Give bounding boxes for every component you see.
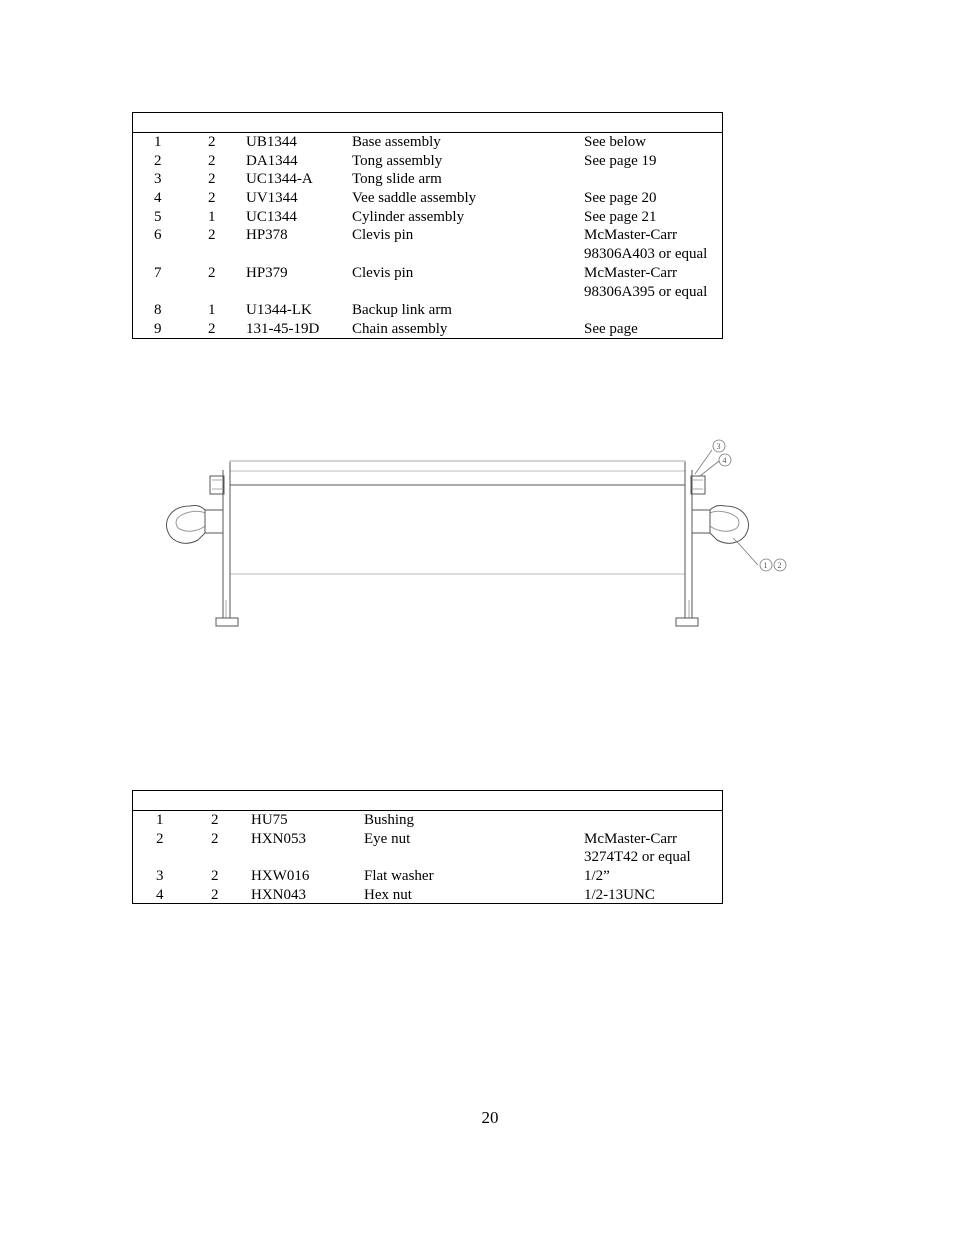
description: Clevis pin [352,264,414,281]
right-upright [676,462,705,626]
table-row [133,320,722,339]
quantity: 2 [208,264,216,281]
description: Chain assembly [352,320,448,337]
quantity: 2 [211,830,219,847]
item-number: 4 [156,886,164,903]
balloon-label: 1 [763,561,768,570]
quantity: 2 [208,227,216,244]
item-number: 1 [156,812,164,828]
description: Eye nut [364,830,411,847]
part-number: 131-45-19D [246,320,320,337]
table-row [133,867,722,886]
quantity: 2 [208,171,216,188]
table-header-row [133,791,722,811]
item-number: 7 [154,264,162,281]
quantity: 2 [208,190,216,207]
item-number: 2 [156,830,164,847]
description: Hex nut [364,886,412,903]
description: Clevis pin [352,227,414,244]
part-number: HP379 [246,264,288,281]
table-row [133,152,722,171]
item-number: 3 [154,171,162,188]
part-number: UB1344 [246,134,297,150]
table-row [133,264,722,301]
part-number: HP378 [246,227,288,244]
item-number: 8 [154,302,162,319]
quantity: 1 [208,208,216,225]
part-number: UV1344 [246,190,298,207]
description: Tong assembly [352,152,443,169]
item-number: 3 [156,868,164,885]
balloon-label: 2 [777,561,782,570]
description: Cylinder assembly [352,208,465,225]
notes: See page 21 [584,208,657,225]
notes: 1/2-13UNC [584,886,655,903]
item-number: 9 [154,320,162,337]
table-row [133,811,722,830]
left-upright [210,462,238,626]
part-number: U1344-LK [246,302,312,319]
main-parts-table [132,112,723,339]
notes: McMaster-Carr 98306A403 or equal [584,227,708,263]
notes: See page 20 [584,190,657,207]
callout-balloons [695,440,786,571]
table-row [133,301,722,320]
part-number: UC1344-A [246,171,313,188]
notes: McMaster-Carr 98306A395 or equal [584,264,708,300]
table-header-row [133,113,722,133]
notes: See page 19 [584,152,657,169]
notes: See page [584,320,638,337]
balloon-label: 4 [722,456,727,465]
item-number: 1 [154,134,162,150]
quantity: 2 [208,320,216,337]
part-number: DA1344 [246,152,298,169]
notes: 1/2” [584,868,610,885]
left-eye-nut [166,505,223,543]
table-row [133,133,722,152]
part-number: HXW016 [251,868,310,885]
quantity: 1 [208,302,216,319]
item-number: 6 [154,227,162,244]
table-row [133,830,722,867]
item-number: 4 [154,190,162,207]
base-parts-table [132,790,723,904]
right-eye-nut [692,505,749,543]
quantity: 2 [211,868,219,885]
description: Base assembly [352,134,441,150]
notes: McMaster-Carr 3274T42 or equal [584,830,691,866]
part-number: UC1344 [246,208,297,225]
table-row [133,886,722,905]
notes: See below [584,134,647,150]
description: Tong slide arm [352,171,442,188]
table-row [133,189,722,208]
table-row [133,226,722,263]
item-number: 5 [154,208,162,225]
table-row [133,170,722,189]
part-number: HXN043 [251,886,306,903]
quantity: 2 [208,134,216,150]
description: Flat washer [364,868,434,885]
quantity: 2 [208,152,216,169]
part-number: HXN053 [251,830,306,847]
quantity: 2 [211,886,219,903]
item-number: 2 [154,152,162,169]
base-assembly-drawing [160,435,800,635]
description: Bushing [364,812,415,828]
table-row [133,208,722,227]
description: Vee saddle assembly [352,190,477,207]
top-rail [230,461,685,485]
description: Backup link arm [352,302,452,319]
quantity: 2 [211,812,219,828]
part-number: HU75 [251,812,288,828]
balloon-label: 3 [716,442,721,451]
page-number: 20 [481,1108,499,1127]
